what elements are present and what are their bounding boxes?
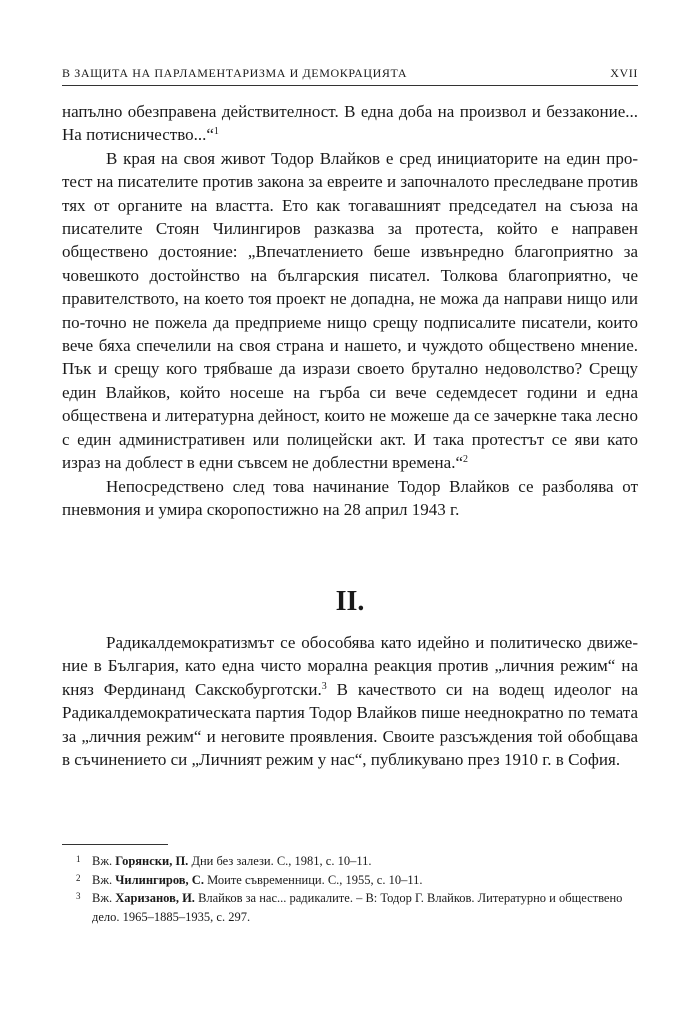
- footnotes: [62, 852, 638, 926]
- footnote: 2 Вж. Чилингиров, С. Моите съвременници. С., 1955, с. 10–11.: [76, 872, 423, 887]
- paragraph-1: напълно обезправена действителност. В една доба на произвол и беззаконие... На потисничество...“$^1$: [62, 102, 638, 145]
- running-title: В ЗАЩИТА НА ПАРЛАМЕНТАРИЗМА И ДЕМОКРАЦИЯТА: [62, 66, 408, 80]
- footnote: 3 Вж. Харизанов, И. Влайков за нас... радикалите. – В: Тодор Г. Влайков. Литературно и обществено дело. 1965–1885–1935, с. 297.: [76, 891, 623, 924]
- paragraph-3: Непосредствено след това начинание Тодор Влайков се разболява от пневмония и умира скоропостижно на 28 април 1943 г.: [62, 476, 638, 519]
- running-header: [62, 64, 638, 82]
- body-text-top: [62, 100, 638, 521]
- page-number: XVII: [610, 66, 638, 80]
- section-heading: II.: [335, 586, 365, 617]
- footnote-ref-1: 1: [213, 126, 219, 138]
- footnote: 1 Вж. Горянски, П. Дни без залези. С., 1981, с. 10–11.: [76, 854, 372, 868]
- header-rule: [62, 85, 638, 86]
- footnote-ref-2: 2: [463, 454, 468, 466]
- footnote-separator: [62, 844, 168, 845]
- paragraph-2: В края на своя живот Тодор Влайков е сред инициаторите на един протест на писателите против закона за евреите и започналото преследване против тях от органите на властта. Ето как тогавашният председател на съюза на писателите Стоян Чилингиров разказва за протеста, който е направен обществено достояние: „Впечатлението беше извънредно благоприятно за човешкото достойнство на българския писател. Толкова благоприятно, че правителството, на което тоя проект не допадна, не можа да направи нищо или по-точно не пожела да предприеме нищо срещу подписалите писатели, които вече бяха спечелили на своя страна и нашето, и чуждото обществено мнение. Пък и срещу кого трябваше да изрази своето брутално недоволство? Срещу един Влайков, който носеше на гърба си вече седемдесет години и една обществена и литературна дейност, които не можеше да се зачеркне така лесно с един административен или полицейски акт. И така протестът се яви като израз на доблест в едни съвсем не доблестни времена.“$^2$: [62, 148, 638, 473]
- body-text-section-2: [62, 631, 638, 771]
- paragraph-4: Радикалдемократизмът се обособява като идейно и политическо движение в България, като една чисто морална реакция против „личния режим“ на княз Фердинанд Сакскобурготски.$^3$ В качеството си на водещ идеолог на Радикалдемократическата партия Тодор Влайков пише нееднократно по темата за „личния режим“ и неговите проявления. Своите разсъждения той обобщава в съчинението си „Личният режим у нас“, публикувано през 1910 г. в София.: [62, 633, 639, 770]
- footnote-ref-3: 3: [321, 680, 327, 692]
